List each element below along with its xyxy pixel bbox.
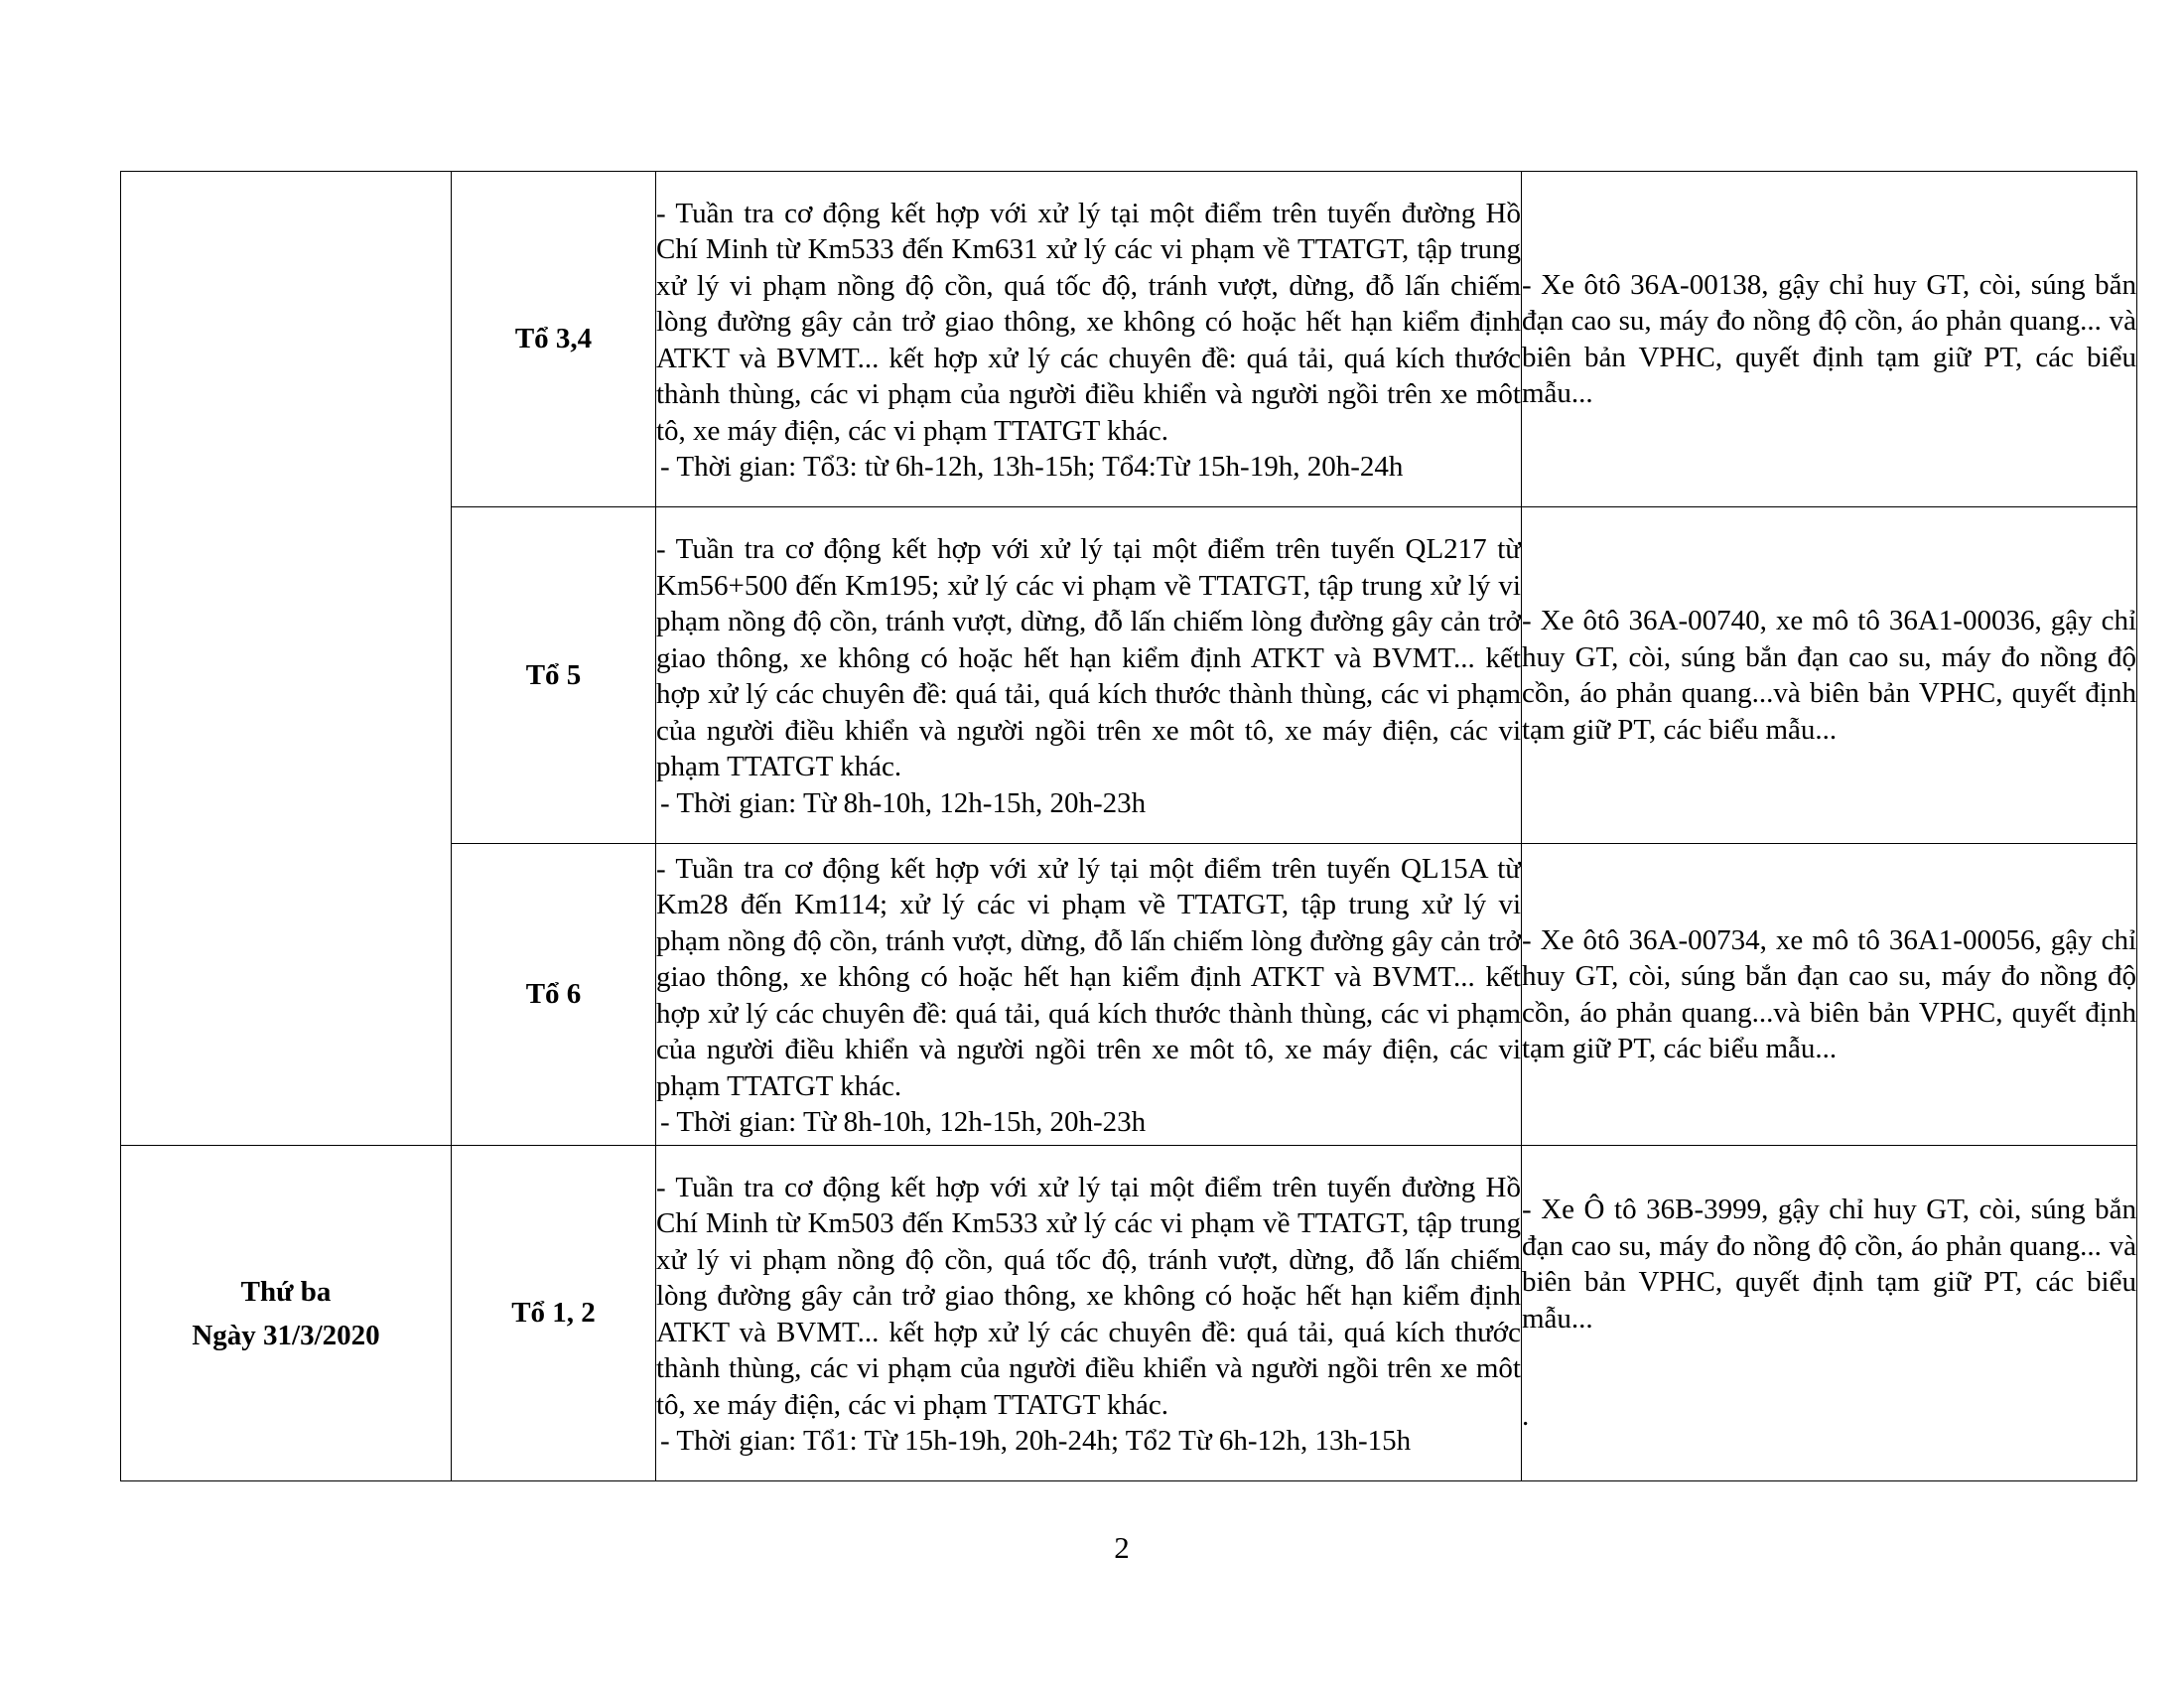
date-cell-continued	[121, 172, 452, 1146]
task-cell	[656, 844, 1522, 1146]
equipment-description: - Xe Ô tô 36B-3999, gậy chỉ huy GT, còi, súng bắn đạn cao su, máy đo nồng độ cồn, áo phản quang... và biên bản VPHC, quyết định tạm giữ PT, các biểu mẫu...	[1522, 1194, 2136, 1335]
day-of-week: Thứ ba	[240, 1275, 332, 1308]
date-cell	[121, 1146, 452, 1481]
group-cell	[452, 507, 656, 844]
equipment-description: - Xe ôtô 36A-00138, gậy chỉ huy GT, còi, súng bắn đạn cao su, máy đo nồng độ cồn, áo phản quang... và biên bản VPHC, quyết định tạm giữ PT, các biểu mẫu...	[1522, 268, 2136, 409]
group-cell	[452, 172, 656, 507]
page-number: 2	[1114, 1530, 1130, 1565]
task-description: - Tuần tra cơ động kết hợp với xử lý tại một điểm trên tuyến QL15A từ Km28 đến Km114; xử lý các vi phạm về TTATGT, tập trung xử lý vi phạm nồng độ cồn, tránh vượt, dừng, đỗ lấn chiếm lòng đường gây cản trở giao thông, xe không có hoặc hết hạn kiểm định ATKT và BVMT... kết hợp xử lý các chuyên đề: quá tải, quá kích thước thành thùng, các vi phạm của người điều khiển và người ngồi trên xe môt tô, xe máy điện, các vi phạm TTATGT khác.	[656, 852, 1521, 1102]
equipment-cell	[1522, 172, 2137, 507]
task-cell	[656, 507, 1522, 844]
task-time: - Thời gian: Tổ1: Từ 15h-19h, 20h-24h; Tổ2 Từ 6h-12h, 13h-15h	[660, 1425, 1412, 1457]
table-row	[121, 172, 2137, 507]
task-time: - Thời gian: Từ 8h-10h, 12h-15h, 20h-23h	[660, 1106, 1147, 1138]
group-label: Tổ 1, 2	[511, 1297, 596, 1330]
equipment-cell	[1522, 1146, 2137, 1481]
equipment-description: - Xe ôtô 36A-00740, xe mô tô 36A1-00036, gậy chỉ huy GT, còi, súng bắn đạn cao su, máy đo nồng độ cồn, áo phản quang...và biên bản VPHC, quyết định tạm giữ PT, các biểu mẫu...	[1522, 605, 2136, 746]
patrol-schedule-table	[120, 171, 2137, 1481]
task-cell	[656, 172, 1522, 507]
task-description: - Tuần tra cơ động kết hợp với xử lý tại một điểm trên tuyến QL217 từ Km56+500 đến Km195; xử lý các vi phạm về TTATGT, tập trung xử lý vi phạm nồng độ cồn, tránh vượt, dừng, đỗ lấn chiếm lòng đường gây cản trở giao thông, xe không có hoặc hết hạn kiểm định ATKT và BVMT... kết hợp xử lý các chuyên đề: quá tải, quá kích thước thành thùng, các vi phạm của người điều khiển và người ngồi trên xe môt tô, xe máy điện, các vi phạm TTATGT khác.	[656, 533, 1521, 782]
task-time: - Thời gian: Tổ3: từ 6h-12h, 13h-15h; Tổ4:Từ 15h-19h, 20h-24h	[660, 451, 1404, 483]
table-row	[121, 1146, 2137, 1481]
group-label: Tổ 3,4	[514, 323, 593, 355]
group-cell	[452, 844, 656, 1146]
task-time: - Thời gian: Từ 8h-10h, 12h-15h, 20h-23h	[660, 786, 1147, 819]
equipment-note: .	[1522, 1400, 1530, 1433]
equipment-cell	[1522, 507, 2137, 844]
equipment-cell	[1522, 844, 2137, 1146]
task-description: - Tuần tra cơ động kết hợp với xử lý tại một điểm trên tuyến đường Hồ Chí Minh từ Km533 đến Km631 xử lý các vi phạm về TTATGT, tập trung xử lý vi phạm nồng độ cồn, quá tốc độ, tránh vượt, dừng, đỗ lấn chiếm lòng đường gây cản trở giao thông, xe không có hoặc hết hạn kiểm định ATKT và BVMT... kết hợp xử lý các chuyên đề: quá tải, quá kích thước thành thùng, các vi phạm của người điều khiển và người ngồi trên xe môt tô, xe máy điện, các vi phạm TTATGT khác.	[656, 197, 1521, 447]
group-label: Tổ 6	[525, 978, 582, 1011]
group-label: Tổ 5	[525, 658, 582, 691]
equipment-description: - Xe ôtô 36A-00734, xe mô tô 36A1-00056, gậy chỉ huy GT, còi, súng bắn đạn cao su, máy đo nồng độ cồn, áo phản quang...và biên bản VPHC, quyết định tạm giữ PT, các biểu mẫu...	[1522, 923, 2136, 1064]
task-cell	[656, 1146, 1522, 1481]
task-description: - Tuần tra cơ động kết hợp với xử lý tại một điểm trên tuyến đường Hồ Chí Minh từ Km503 đến Km533 xử lý các vi phạm về TTATGT, tập trung xử lý vi phạm nồng độ cồn, quá tốc độ, tránh vượt, dừng, đỗ lấn chiếm lòng đường gây cản trở giao thông, xe không có hoặc hết hạn kiểm định ATKT và BVMT... kết hợp xử lý các chuyên đề: quá tải, quá kích thước thành thùng, các vi phạm của người điều khiển và người ngồi trên xe môt tô, xe máy điện, các vi phạm TTATGT khác.	[656, 1171, 1521, 1421]
date-label: Ngày 31/3/2020	[192, 1319, 380, 1351]
group-cell	[452, 1146, 656, 1481]
